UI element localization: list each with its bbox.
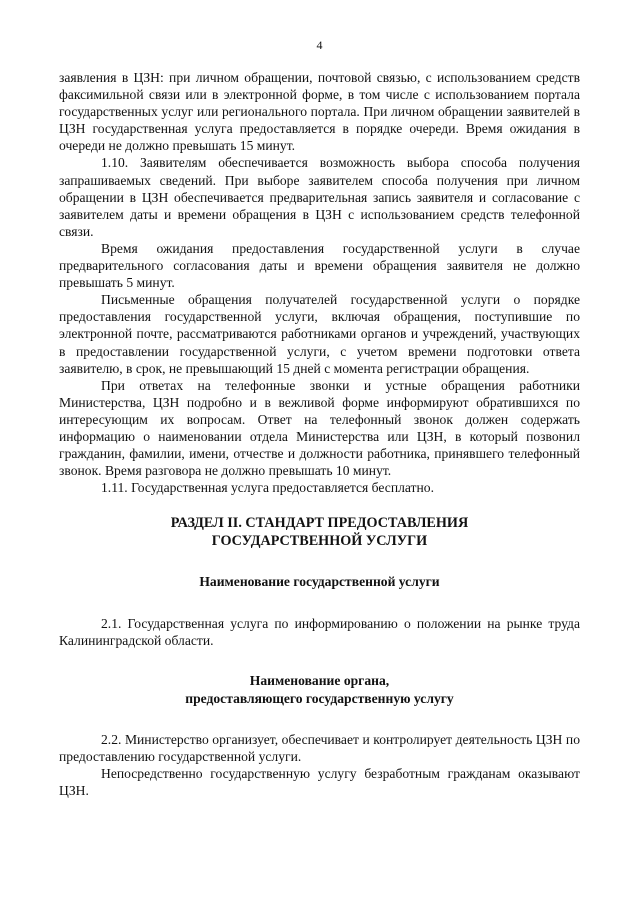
paragraph-continuation: заявления в ЦЗН: при личном обращении, почтовой связью, с использованием средств факсимильной связи или в электронной форме, в том числе с использованием портала государственных услуг или регионального портала. При личном обращении заявителей в ЦЗН государственная услуга предоставляется в порядке очереди. Время ожидания в очереди не должно превышать 15 минут. (59, 70, 580, 154)
paragraph-2-2: 2.2. Министерство организует, обеспечивает и контролирует деятельность ЦЗН по предоставлению государственной услуги. (59, 732, 580, 765)
paragraph-waiting-time: Время ожидания предоставления государственной услуги в случае предварительного согласования даты и времени обращения заявителя не должно превышать 5 минут. (59, 240, 580, 291)
subheading-organ-line-2: предоставляющего государственную услугу (185, 690, 454, 706)
subheading-service-name: Наименование государственной услуги (199, 574, 440, 590)
paragraph-written-requests: Письменные обращения получателей государственной услуги о порядке предоставления государственной услуги, включая обращения, поступившие по электронной почте, рассматриваются работниками органов и учреждений, участвующих в предоставлении государственной услуги, с учетом времени подготовки ответа заявителю, в срок, не превышающий 15 дней с момента регистрации обращения. (59, 292, 580, 376)
section-title-line-2: ГОСУДАРСТВЕННОЙ УСЛУГИ (211, 532, 428, 549)
subheading-organ (59, 672, 580, 707)
paragraph-direct-provider: Непосредственно государственную услугу безработным гражданам оказывают ЦЗН. (59, 766, 580, 799)
paragraph-1-10: 1.10. Заявителям обеспечивается возможность выбора способа получения запрашиваемых сведений. При выборе заявителем способа получения при личном обращении в ЦЗН обеспечивается предварительная запись заявителя и согласование с заявителем даты и времени обращения в ЦЗН с использованием средств телефонной связи. (59, 155, 580, 239)
paragraph-2-1: 2.1. Государственная услуга по информированию о положении на рынке труда Калининградской области. (59, 615, 580, 648)
section-title-line-1: РАЗДЕЛ II. СТАНДАРТ ПРЕДОСТАВЛЕНИЯ (170, 515, 469, 532)
paragraph-phone-requests: При ответах на телефонные звонки и устные обращения работники Министерства, ЦЗН подробно и в вежливой форме информируют обратившихся по интересующим их вопросам. Ответ на телефонный звонок должен содержать информацию о наименовании отдела Министерства или ЦЗН, в который позвонил гражданин, фамилии, имени, отчестве и должности работника, принявшего телефонный звонок. Время разговора не должно превышать 10 минут. (59, 377, 580, 479)
subheading-organ-line-1: Наименование органа, (249, 673, 390, 689)
page-number: 4 (316, 38, 323, 52)
paragraph-1-11: 1.11. Государственная услуга предоставляется бесплатно. (101, 480, 434, 496)
section-title (59, 515, 580, 550)
